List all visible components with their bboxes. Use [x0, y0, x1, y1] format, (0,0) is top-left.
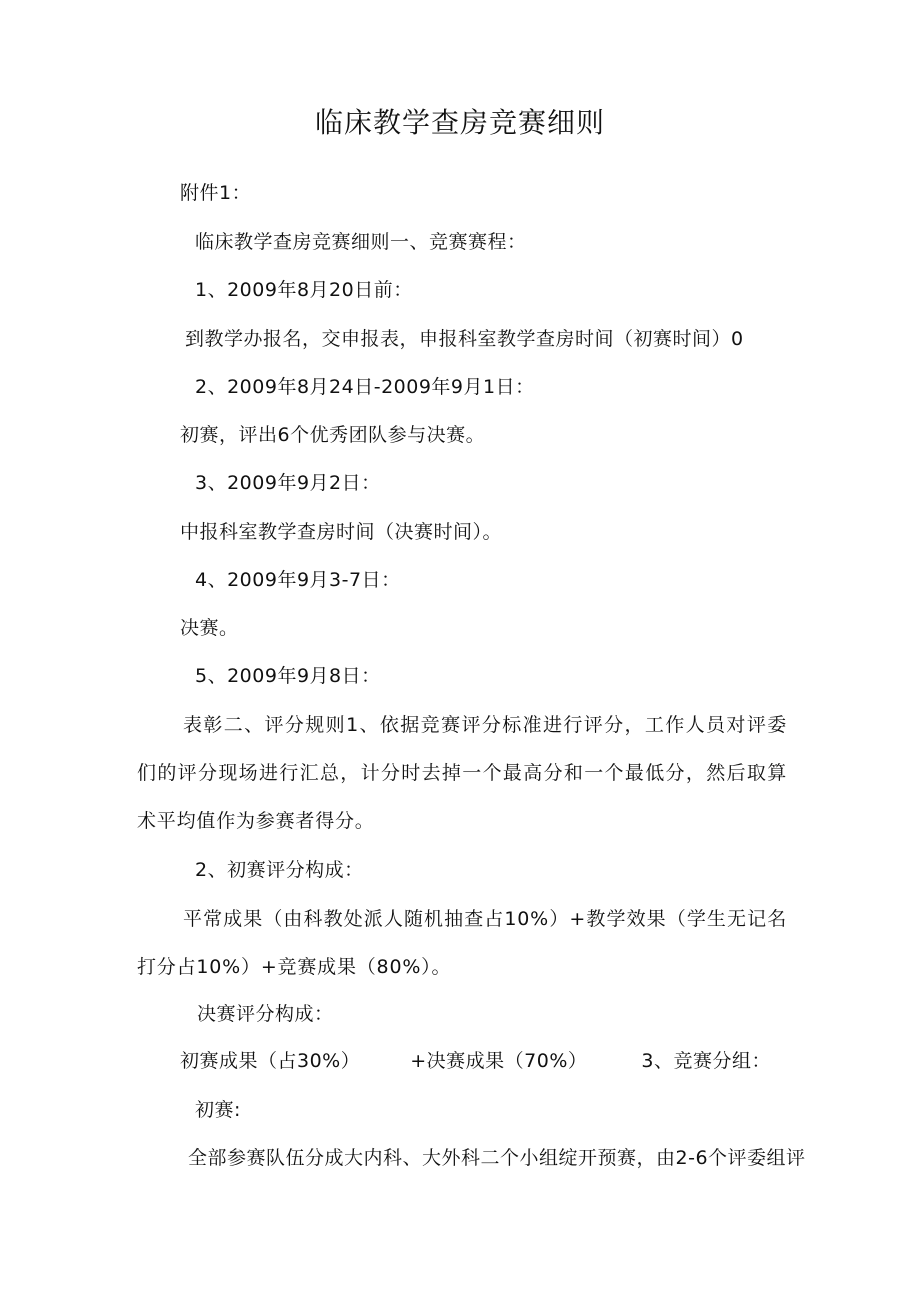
schedule-date-4: 4、2009年9月3-7日： — [195, 569, 401, 591]
schedule-date-2: 2、2009年8月24日-2009年9月1日： — [195, 376, 535, 398]
schedule-detail-2: 初赛，评出6个优秀团队参与决赛。 — [180, 424, 486, 446]
document-title: 临床教学查房竞赛细则 — [314, 106, 605, 139]
final-score-part1: 初赛成果（占30%） — [180, 1050, 361, 1072]
attachment-label: 附件1： — [180, 182, 252, 204]
prelim-heading: 2、初赛评分构成： — [195, 859, 364, 881]
schedule-detail-1: 到教学办报名，交申报表，申报科室教学查房时间（初赛时间）0 — [185, 328, 744, 350]
section-heading: 临床教学查房竞赛细则一、竞赛赛程： — [195, 231, 527, 253]
group-paragraph: 全部参赛队伍分成大内科、大外科二个小组绽开预赛，由2-6个评委组评 — [188, 1147, 806, 1169]
final-score-part2: +决赛成果（70%） — [410, 1050, 588, 1072]
schedule-detail-3: 中报科室教学查房时间（决赛时间）。 — [180, 521, 503, 543]
rules-paragraph: 表彰二、评分规则1、依据竞赛评分标准进行评分，工作人员对评委们的评分现场进行汇总，计分时去掉一个最高分和一个最低分，然后取算术平均值作为参赛者得分。 — [137, 714, 787, 832]
final-heading: 决赛评分构成： — [197, 1003, 334, 1025]
schedule-date-5: 5、2009年9月8日： — [195, 665, 381, 687]
group-heading: 初赛: — [195, 1099, 241, 1121]
schedule-date-3: 3、2009年9月2日： — [195, 472, 381, 494]
schedule-detail-4: 决赛。 — [180, 617, 239, 639]
group-section-heading: 3、竞赛分组： — [641, 1050, 771, 1072]
final-score-line — [180, 1046, 771, 1076]
schedule-date-1: 1、2009年8月20日前： — [195, 279, 413, 301]
prelim-paragraph: 平常成果（由科教处派人随机抽查占10%）+教学效果（学生无记名打分占10%）+竞赛成果（80%）。 — [137, 908, 787, 978]
